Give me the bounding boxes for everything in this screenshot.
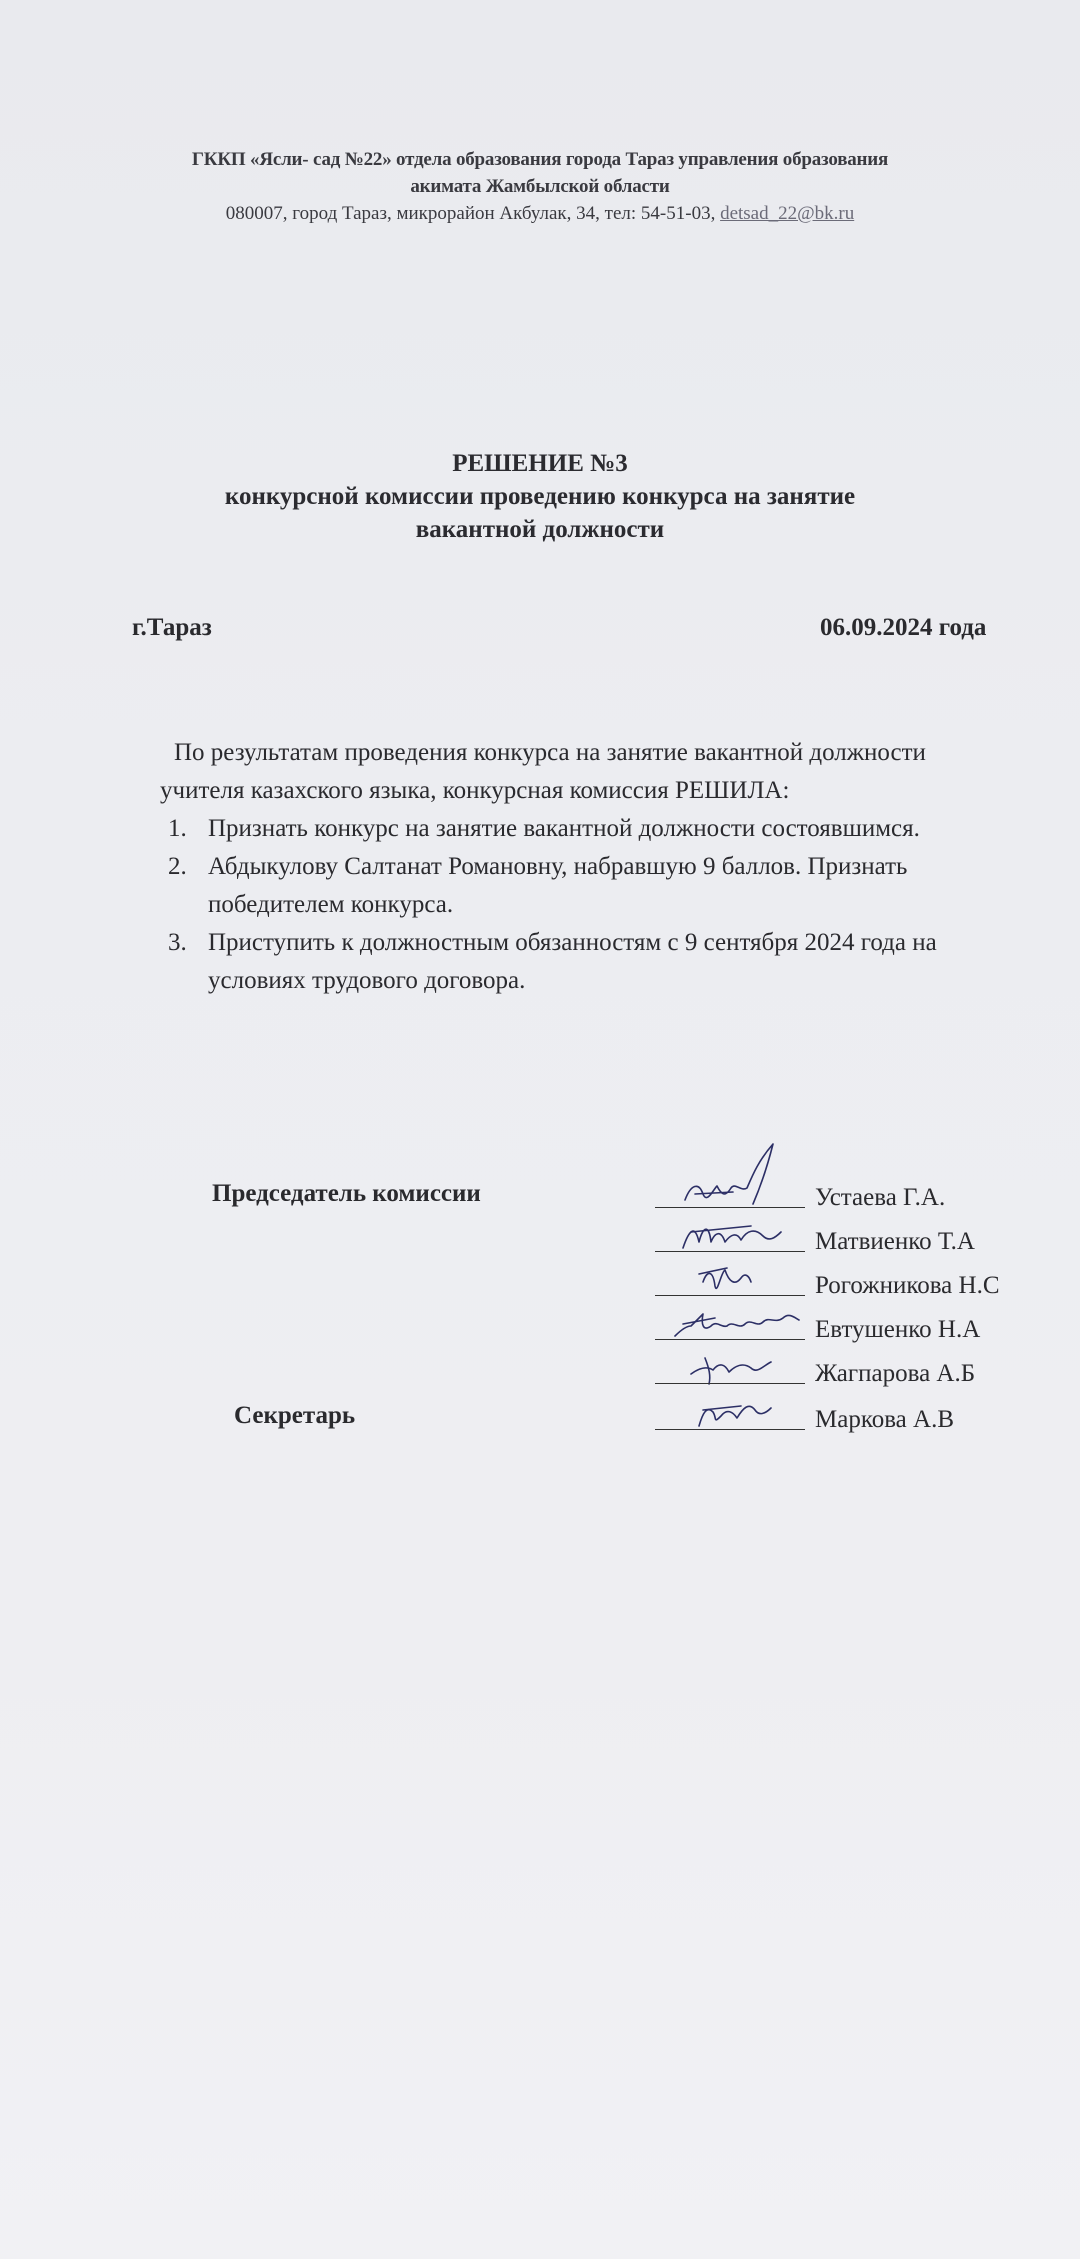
signature-row-6 — [655, 1398, 1055, 1434]
document-date: 06.09.2024 года — [820, 614, 987, 641]
signature-row-1 — [655, 1176, 1055, 1212]
decision-text: Приступить к должностным обязанностям с 9 сентября 2024 года на условиях трудового договора. — [208, 929, 937, 994]
signature-line — [655, 1429, 805, 1430]
signatory-name: Матвиенко Т.А — [815, 1228, 975, 1255]
signatory-name: Устаева Г.А. — [815, 1184, 946, 1211]
decision-item — [168, 848, 1012, 924]
document-body — [160, 734, 1012, 1000]
decision-number: 1. — [168, 815, 187, 842]
decision-item — [168, 924, 1012, 1000]
letterhead-org-line2: акимата Жамбылской области — [410, 176, 670, 197]
signatory-name: Жагпарова А.Б — [815, 1360, 976, 1387]
letterhead-org-line1: ГККП «Ясли- сад №22» отдела образования города Тараз управления образования — [191, 149, 889, 170]
letterhead — [0, 146, 1080, 227]
signature-row-2 — [655, 1220, 1055, 1256]
handwritten-signature-6 — [655, 1386, 815, 1434]
signatory-name: Рогожникова Н.С — [815, 1272, 1000, 1299]
chair-role-label: Председатель комиссии — [212, 1180, 481, 1207]
signatory-name: Маркова А.В — [815, 1406, 955, 1433]
signature-line — [655, 1383, 805, 1384]
signature-row-3 — [655, 1264, 1055, 1300]
signature-row-5 — [655, 1352, 1055, 1388]
decision-number: 3. — [168, 929, 187, 956]
decision-number: 2. — [168, 853, 187, 880]
decision-text: Признать конкурс на занятие вакантной должности состоявшимся. — [208, 815, 920, 842]
letterhead-address-line — [0, 200, 1080, 227]
handwritten-signature-2 — [655, 1208, 815, 1256]
title-line-2: конкурсной комиссии проведению конкурса на занятие — [224, 483, 856, 510]
signature-row-4 — [655, 1308, 1055, 1344]
decision-text: Абдыкулову Салтанат Романовну, набравшую 9 баллов. Признать победителем конкурса. — [208, 853, 908, 918]
body-intro: По результатам проведения конкурса на занятие вакантной должности учителя казахского языка, конкурсная комиссия РЕШИЛА: — [160, 739, 926, 804]
decision-list — [168, 810, 1012, 1000]
document-title — [0, 447, 1080, 546]
title-line-1: РЕШЕНИЕ №3 — [452, 450, 628, 477]
handwritten-signature-3 — [655, 1252, 815, 1300]
letterhead-email: detsad_22@bk.ru — [720, 203, 855, 224]
letterhead-address: 080007, город Тараз, микрорайон Акбулак, 34, тел: 54-51-03, — [225, 203, 716, 224]
handwritten-signature-1 — [655, 1164, 815, 1212]
decision-item — [168, 810, 1012, 848]
handwritten-signature-5 — [655, 1340, 815, 1388]
signatory-name: Евтушенко Н.А — [815, 1316, 981, 1343]
document-place: г.Тараз — [132, 614, 212, 641]
secretary-role-label: Секретарь — [234, 1402, 356, 1429]
handwritten-signature-4 — [655, 1296, 815, 1344]
title-line-3: вакантной должности — [415, 516, 665, 543]
